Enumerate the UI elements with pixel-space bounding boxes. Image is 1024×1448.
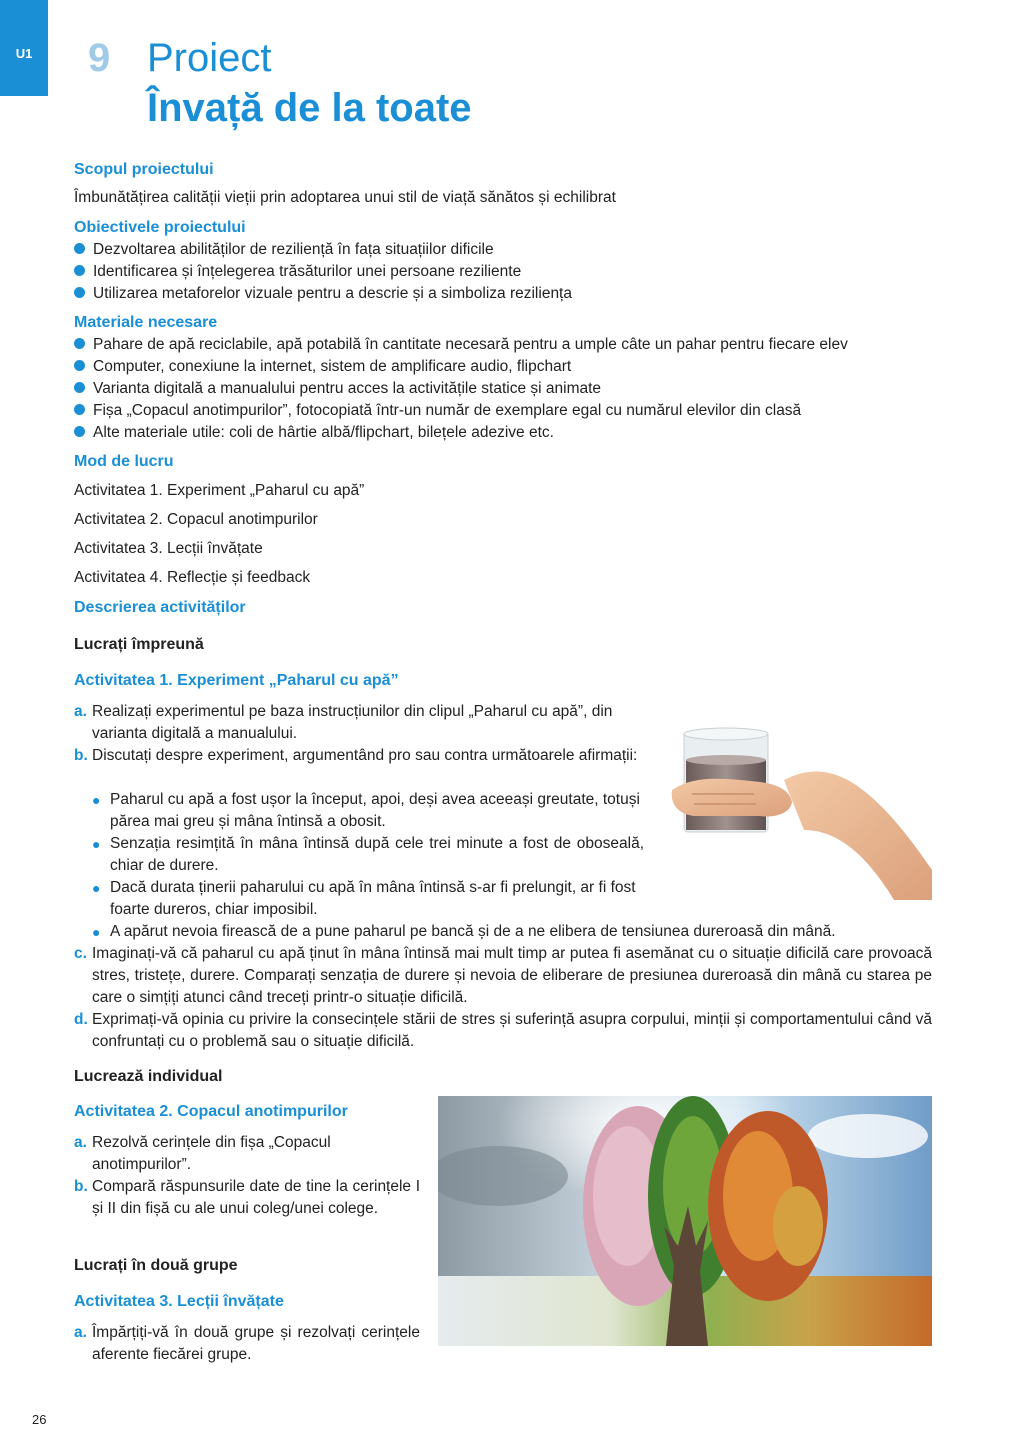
activity2-b: b. Compară răspunsurile date de tine la cerințele I și II din fișă cu ale unui coleg/unei colege. bbox=[74, 1178, 420, 1217]
activity2-title: Activitatea 2. Copacul anotimpurilor bbox=[74, 1103, 348, 1120]
list-item: ● Paharul cu apă a fost ușor la început, apoi, deși avea aceeași greutate, totuși părea mai greu și mâna întinsă a obosit. bbox=[92, 791, 640, 830]
bullet-icon bbox=[74, 360, 85, 371]
bullet-icon bbox=[74, 382, 85, 393]
activity1-d: d. Exprimați-vă opinia cu privire la consecințele stării de stres și suferință asupra corpului, minții și comportamentului când vă confruntați cu o problemă sau o situație dificilă. bbox=[74, 1011, 932, 1050]
lesson-number: 9 bbox=[88, 36, 111, 80]
materials-heading: Materiale necesare bbox=[74, 314, 218, 331]
four-seasons-tree-image bbox=[438, 1096, 932, 1346]
activity3-title: Activitatea 3. Lecții învățate bbox=[74, 1293, 284, 1310]
bullet-icon bbox=[74, 404, 85, 415]
list-item: ● Senzația resimțită în mâna întinsă după cele trei minute a fost de oboseală, chiar de durere. bbox=[92, 835, 644, 874]
unit-label: U1 bbox=[15, 46, 33, 61]
page-title: Proiect bbox=[147, 36, 272, 80]
list-item: Pahare de apă reciclabile, apă potabilă în cantitate necesară pentru a umple câte un pahar pentru fiecare elev bbox=[74, 336, 848, 354]
description-heading: Descrierea activităților bbox=[74, 599, 246, 616]
method-item: Activitatea 3. Lecții învățate bbox=[74, 540, 263, 557]
list-item: Utilizarea metaforelor vizuale pentru a descrie și a simboliza reziliența bbox=[74, 285, 572, 303]
list-item: Varianta digitală a manualului pentru acces la activitățile statice și animate bbox=[74, 380, 601, 398]
activity2-mode: Lucrează individual bbox=[74, 1068, 223, 1085]
bullet-icon bbox=[74, 426, 85, 437]
activity3-a: a. Împărțiți-vă în două grupe și rezolvați cerințele aferente fiecărei grupe. bbox=[74, 1324, 420, 1363]
method-item: Activitatea 2. Copacul anotimpurilor bbox=[74, 511, 318, 528]
activity1-b: b. Discutați despre experiment, argumentând pro sau contra următoarele afirmații: bbox=[74, 747, 638, 764]
list-item: Dezvoltarea abilităților de reziliență în fața situațiilor dificile bbox=[74, 241, 494, 259]
unit-tab bbox=[0, 0, 48, 96]
bullet-icon bbox=[74, 265, 85, 276]
bullet-icon bbox=[74, 287, 85, 298]
bullet-icon: ● bbox=[92, 924, 101, 940]
bullet-icon: ● bbox=[92, 836, 101, 852]
method-item: Activitatea 1. Experiment „Paharul cu apă” bbox=[74, 482, 365, 499]
bullet-icon: ● bbox=[92, 880, 101, 896]
bullet-icon bbox=[74, 243, 85, 254]
scope-heading: Scopul proiectului bbox=[74, 161, 214, 178]
activity2-a: a. Rezolvă cerințele din fișa „Copacul anotimpurilor”. bbox=[74, 1134, 331, 1173]
page-number: 26 bbox=[32, 1412, 47, 1427]
activity1-title: Activitatea 1. Experiment „Paharul cu apă” bbox=[74, 672, 399, 689]
bullet-icon: ● bbox=[92, 792, 101, 808]
list-item: ● Dacă durata ținerii paharului cu apă în mâna întinsă s-ar fi prelungit, ar fi fost foarte dureros, chiar imposibil. bbox=[92, 879, 636, 918]
list-item: Computer, conexiune la internet, sistem de amplificare audio, flipchart bbox=[74, 358, 571, 376]
scope-text: Îmbunătățirea calității vieții prin adoptarea unui stil de viață sănătos și echilibrat bbox=[74, 189, 616, 206]
activity1-a: a. Realizați experimentul pe baza instrucțiunilor din clipul „Paharul cu apă”, din varianta digitală a manualului. bbox=[74, 703, 613, 742]
list-item: Fișa „Copacul anotimpurilor”, fotocopiată într-un număr de exemplare egal cu numărul elevilor din clasă bbox=[74, 402, 801, 420]
method-heading: Mod de lucru bbox=[74, 453, 174, 470]
glass-of-water-image bbox=[664, 720, 932, 900]
list-item: ● A apărut nevoia firească de a pune paharul pe bancă și de a ne elibera de tensiunea dureroasă din mână. bbox=[92, 921, 942, 943]
activity3-mode: Lucrați în două grupe bbox=[74, 1257, 238, 1274]
bullet-icon bbox=[74, 338, 85, 349]
objectives-heading: Obiectivele proiectului bbox=[74, 219, 246, 236]
method-item: Activitatea 4. Reflecție și feedback bbox=[74, 569, 311, 586]
list-item: Identificarea și înțelegerea trăsăturilor unei persoane reziliente bbox=[74, 263, 521, 281]
list-item: Alte materiale utile: coli de hârtie albă/flipchart, bilețele adezive etc. bbox=[74, 424, 554, 442]
activity1-mode: Lucrați împreună bbox=[74, 636, 204, 653]
page-subtitle: Învață de la toate bbox=[147, 86, 472, 130]
activity1-c: c. Imaginați-vă că paharul cu apă ținut în mâna întinsă mai mult timp ar putea fi asemănat cu o situație dificilă care provoacă stres, tristețe, durere. Comparați senzația de durere și nevoia de eliberare de presiunea dureroasă din mână cu starea pe care o simțiți atunci când treceți printr-o situație dificilă. bbox=[74, 945, 932, 1006]
